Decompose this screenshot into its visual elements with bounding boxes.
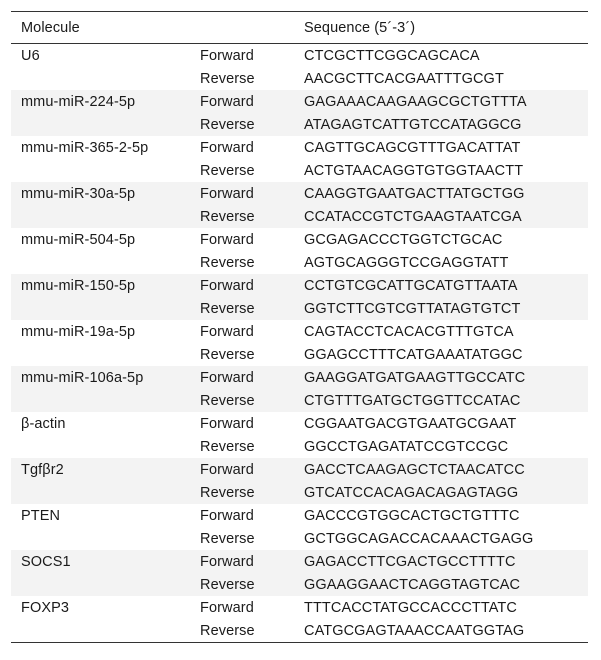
cell-molecule: Tgfβr2	[11, 458, 187, 481]
cell-direction: Forward	[187, 504, 291, 527]
table-row	[11, 320, 588, 343]
cell-direction: Forward	[187, 596, 291, 619]
cell-direction: Reverse	[187, 297, 291, 320]
table-row	[11, 458, 588, 481]
table-row	[11, 136, 588, 159]
table-row	[11, 205, 588, 228]
cell-direction: Reverse	[187, 481, 291, 504]
cell-molecule	[11, 113, 187, 136]
table-row	[11, 44, 588, 68]
cell-direction: Forward	[187, 458, 291, 481]
cell-direction: Reverse	[187, 205, 291, 228]
table-row	[11, 619, 588, 643]
table-row	[11, 228, 588, 251]
cell-direction: Reverse	[187, 573, 291, 596]
table-body	[11, 44, 588, 643]
cell-sequence: CAGTTGCAGCGTTTGACATTAT	[291, 136, 588, 159]
cell-molecule: FOXP3	[11, 596, 187, 619]
table-row	[11, 90, 588, 113]
cell-molecule: mmu-miR-30a-5p	[11, 182, 187, 205]
cell-direction: Forward	[187, 274, 291, 297]
cell-sequence: CATGCGAGTAAACCAATGGTAG	[291, 619, 588, 643]
cell-molecule	[11, 435, 187, 458]
cell-direction: Reverse	[187, 619, 291, 643]
cell-direction: Forward	[187, 44, 291, 68]
cell-sequence: GTCATCCACAGACAGAGTAGG	[291, 481, 588, 504]
table-row	[11, 389, 588, 412]
cell-molecule: mmu-miR-365-2-5p	[11, 136, 187, 159]
cell-direction: Forward	[187, 228, 291, 251]
table-row	[11, 435, 588, 458]
table-row	[11, 182, 588, 205]
cell-sequence: GAAGGATGATGAAGTTGCCATC	[291, 366, 588, 389]
cell-molecule	[11, 389, 187, 412]
cell-molecule: PTEN	[11, 504, 187, 527]
table-row	[11, 504, 588, 527]
table-row	[11, 159, 588, 182]
cell-direction: Forward	[187, 182, 291, 205]
cell-sequence: GAGACCTTCGACTGCCTTTTC	[291, 550, 588, 573]
cell-sequence: GGAAGGAACTCAGGTAGTCAC	[291, 573, 588, 596]
cell-molecule	[11, 67, 187, 90]
table-row	[11, 67, 588, 90]
table-row	[11, 113, 588, 136]
cell-sequence: CCATACCGTCTGAAGTAATCGA	[291, 205, 588, 228]
cell-molecule: U6	[11, 44, 187, 68]
table-row	[11, 297, 588, 320]
table-row	[11, 251, 588, 274]
cell-direction: Reverse	[187, 343, 291, 366]
cell-sequence: GGCCTGAGATATCCGTCCGC	[291, 435, 588, 458]
cell-sequence: GCGAGACCCTGGTCTGCAC	[291, 228, 588, 251]
cell-direction: Reverse	[187, 389, 291, 412]
table-row	[11, 366, 588, 389]
cell-direction: Reverse	[187, 67, 291, 90]
cell-direction: Forward	[187, 412, 291, 435]
cell-sequence: AACGCTTCACGAATTTGCGT	[291, 67, 588, 90]
cell-sequence: AGTGCAGGGTCCGAGGTATT	[291, 251, 588, 274]
table-row	[11, 481, 588, 504]
cell-molecule	[11, 343, 187, 366]
cell-sequence: GCTGGCAGACCACAAACTGAGG	[291, 527, 588, 550]
cell-sequence: CGGAATGACGTGAATGCGAAT	[291, 412, 588, 435]
cell-molecule: mmu-miR-106a-5p	[11, 366, 187, 389]
cell-molecule	[11, 205, 187, 228]
cell-molecule: mmu-miR-150-5p	[11, 274, 187, 297]
cell-direction: Forward	[187, 136, 291, 159]
cell-molecule: mmu-miR-504-5p	[11, 228, 187, 251]
cell-molecule	[11, 159, 187, 182]
cell-direction: Reverse	[187, 527, 291, 550]
table-row	[11, 412, 588, 435]
header-sequence: Sequence (5´-3´)	[304, 19, 416, 36]
table-row	[11, 274, 588, 297]
table-bottom-rule	[11, 643, 588, 644]
cell-molecule: mmu-miR-224-5p	[11, 90, 187, 113]
cell-sequence: CAAGGTGAATGACTTATGCTGG	[291, 182, 588, 205]
primer-table-container	[11, 11, 588, 643]
cell-direction: Reverse	[187, 251, 291, 274]
table-row	[11, 573, 588, 596]
cell-sequence: GGAGCCTTTCATGAAATATGGC	[291, 343, 588, 366]
cell-direction: Forward	[187, 550, 291, 573]
cell-sequence: GGTCTTCGTCGTTATAGTGTCT	[291, 297, 588, 320]
cell-molecule	[11, 619, 187, 643]
cell-molecule	[11, 527, 187, 550]
table-row	[11, 550, 588, 573]
cell-sequence: CTGTTTGATGCTGGTTCCATAC	[291, 389, 588, 412]
primer-table	[11, 11, 588, 643]
cell-sequence: ACTGTAACAGGTGTGGTAACTT	[291, 159, 588, 182]
cell-sequence: CTCGCTTCGGCAGCACA	[291, 44, 588, 68]
table-row	[11, 596, 588, 619]
cell-sequence: CAGTACCTCACACGTTTGTCA	[291, 320, 588, 343]
cell-molecule	[11, 297, 187, 320]
header-molecule: Molecule	[21, 19, 80, 36]
cell-molecule	[11, 251, 187, 274]
cell-molecule: mmu-miR-19a-5p	[11, 320, 187, 343]
cell-direction: Reverse	[187, 113, 291, 136]
cell-sequence: GACCTCAAGAGCTCTAACATCC	[291, 458, 588, 481]
cell-molecule: SOCS1	[11, 550, 187, 573]
cell-molecule: β-actin	[11, 412, 187, 435]
cell-direction: Forward	[187, 366, 291, 389]
cell-molecule	[11, 481, 187, 504]
table-row	[11, 527, 588, 550]
cell-sequence: TTTCACCTATGCCACCCTTATC	[291, 596, 588, 619]
header-direction	[187, 12, 291, 44]
cell-sequence: GAGAAACAAGAAGCGCTGTTTA	[291, 90, 588, 113]
cell-sequence: ATAGAGTCATTGTCCATAGGCG	[291, 113, 588, 136]
cell-direction: Forward	[187, 90, 291, 113]
cell-sequence: CCTGTCGCATTGCATGTTAATA	[291, 274, 588, 297]
table-row	[11, 343, 588, 366]
cell-direction: Reverse	[187, 159, 291, 182]
table-header-row	[11, 12, 588, 44]
cell-sequence: GACCCGTGGCACTGCTGTTTC	[291, 504, 588, 527]
cell-direction: Reverse	[187, 435, 291, 458]
cell-molecule	[11, 573, 187, 596]
cell-direction: Forward	[187, 320, 291, 343]
